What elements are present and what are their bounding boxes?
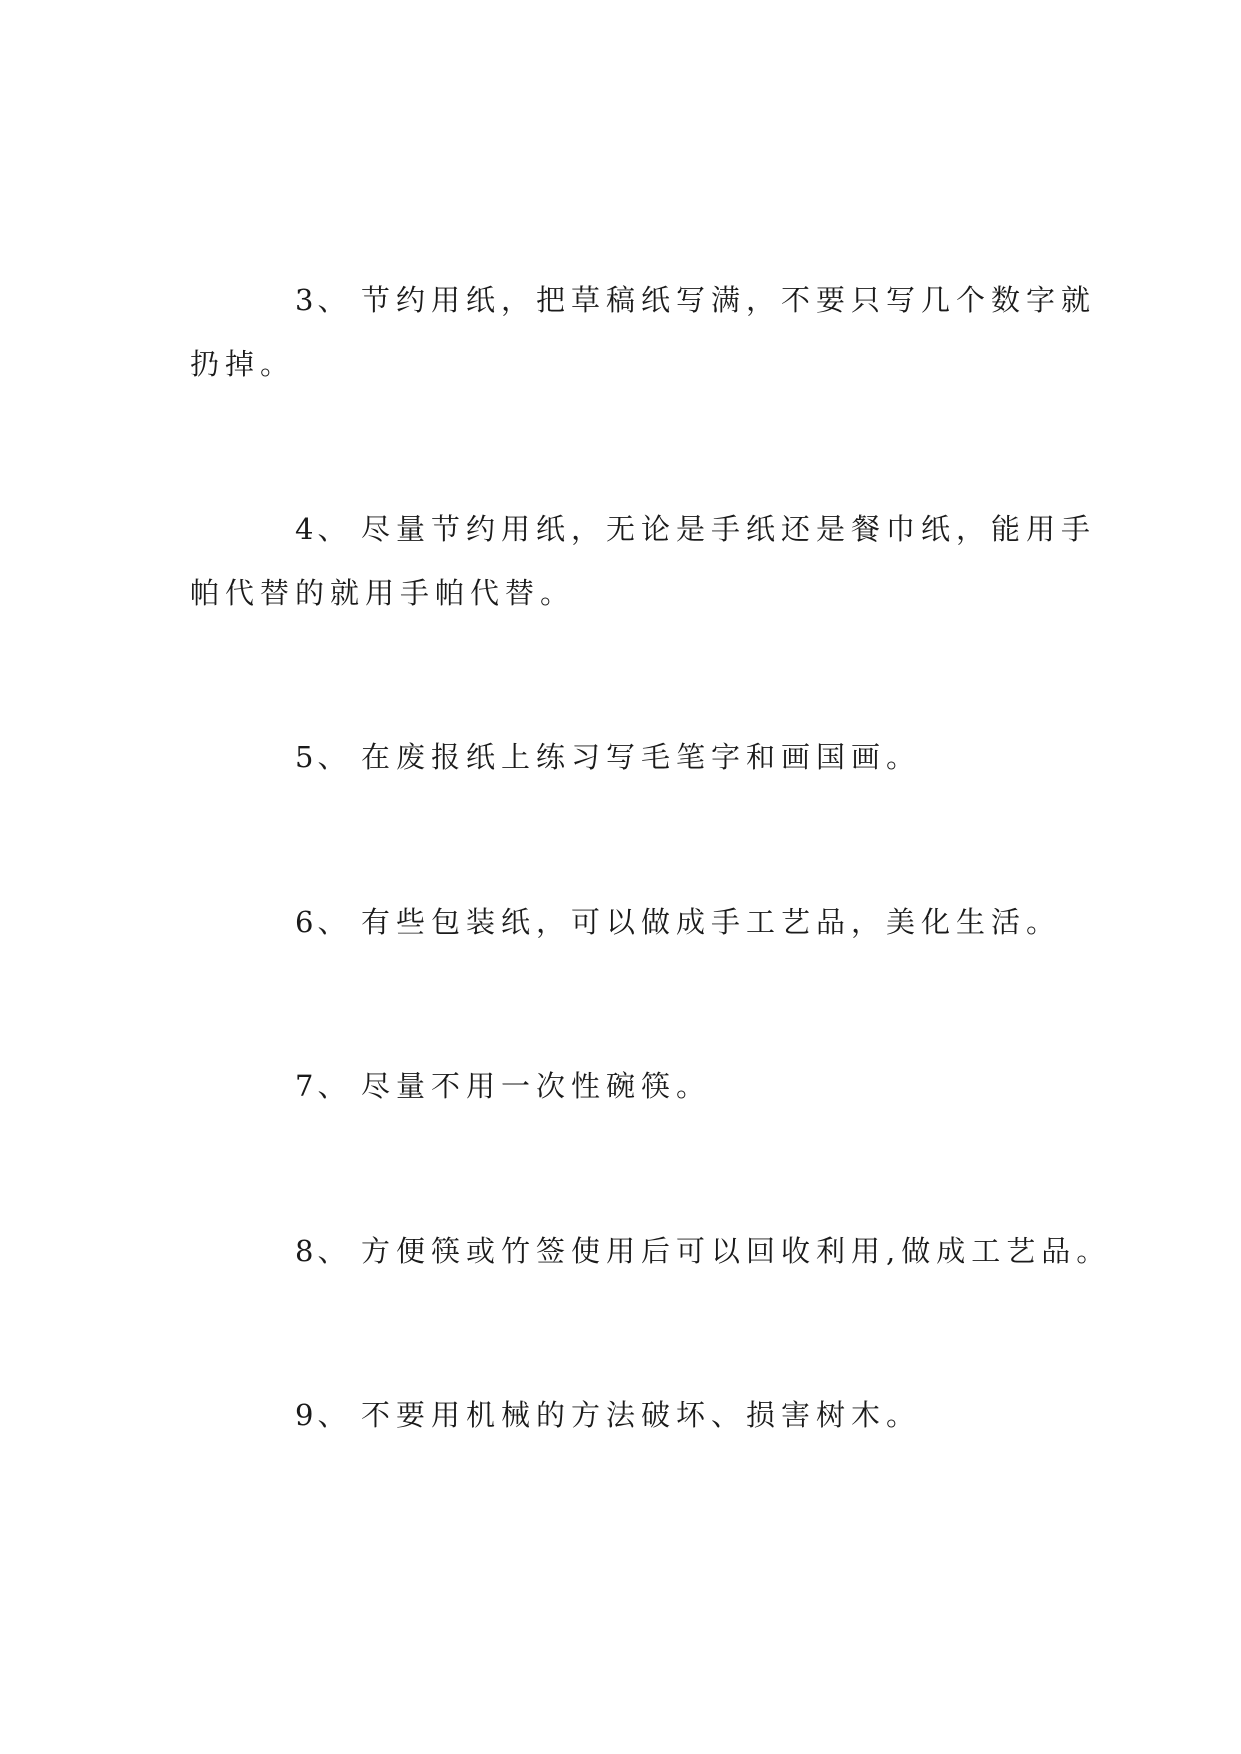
item-first-line: [190, 725, 1070, 789]
item-number: 9、: [295, 1398, 351, 1432]
item-text: 节约用纸，把草稿纸写满，不要只写几个数字就: [361, 283, 1097, 317]
list-item-6: [190, 890, 1070, 954]
item-text: 有些包装纸，可以做成手工艺品，美化生活。: [361, 905, 1062, 939]
item-number: 5、: [295, 740, 351, 774]
item-number: 7、: [295, 1069, 351, 1103]
item-number: 4、: [295, 512, 351, 546]
item-text: 尽量节约用纸，无论是手纸还是餐巾纸，能用手: [361, 512, 1097, 546]
item-number: 6、: [295, 905, 351, 939]
item-text: 尽量不用一次性碗筷。: [361, 1069, 712, 1103]
item-text: 方便筷或竹签使用后可以回收利用,做成工艺品。: [361, 1234, 1112, 1268]
item-first-line: [190, 497, 1097, 561]
list-item-3: [190, 268, 1097, 396]
item-text: 不要用机械的方法破坏、损害树木。: [361, 1398, 922, 1432]
item-first-line: [190, 890, 1070, 954]
list-item-8: [190, 1219, 1112, 1283]
item-continuation-line: 帕代替的就用手帕代替。: [190, 576, 576, 610]
item-number: 3、: [295, 283, 351, 317]
list-item-4: [190, 497, 1097, 625]
item-text: 在废报纸上练习写毛笔字和画国画。: [361, 740, 922, 774]
item-first-line: [190, 268, 1097, 332]
item-continuation-line: 扔掉。: [190, 347, 296, 381]
list-item-7: [190, 1054, 1070, 1118]
list-item-5: [190, 725, 1070, 789]
item-first-line: [190, 1054, 1070, 1118]
item-number: 8、: [295, 1234, 351, 1268]
item-first-line: [190, 1219, 1112, 1283]
item-first-line: [190, 1383, 1070, 1447]
list-item-9: [190, 1383, 1070, 1447]
